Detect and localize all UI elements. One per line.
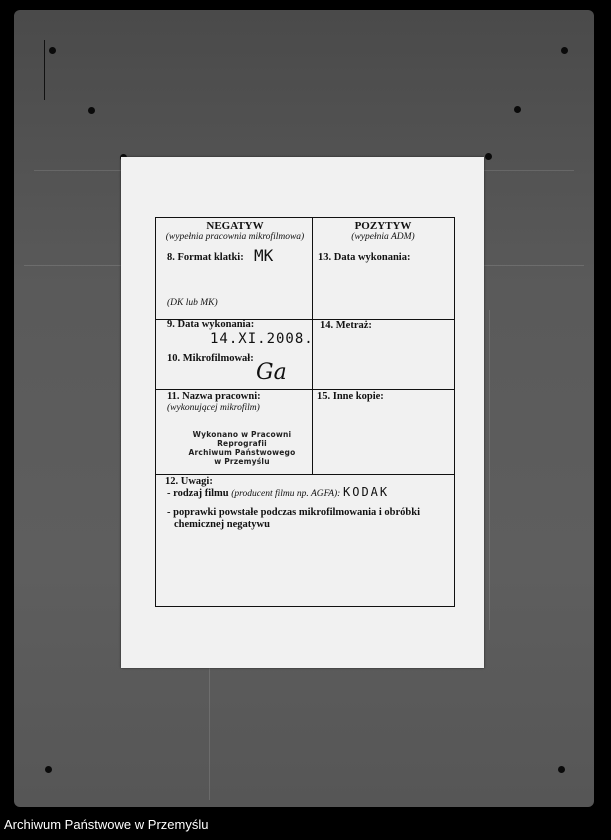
negatyw-subtitle: (wypełnia pracownia mikrofilmowa) [165,232,305,242]
stamp-line-1: Wykonano w Pracowni Reprografii [192,430,292,448]
pozytyw-title: POZYTYW [354,220,412,232]
field-12-label: 12. Uwagi: [165,476,213,487]
field-12-notes-line-2: chemicznej negatywu [174,519,270,530]
film-prefix: - rodzaj filmu [167,488,229,499]
scratch-line [209,660,210,800]
stamp-line-2: Archiwum Państwowego [188,448,296,457]
field-8-value: MK [254,246,274,265]
pin-hole [514,106,521,113]
pin-hole [45,766,52,773]
pin-hole [88,107,95,114]
pin-hole [49,47,56,54]
field-9-label: 9. Data wykonania: [167,319,255,330]
field-12-notes-line-1: - poprawki powstałe podczas mikrofilmowania i obróbki [167,507,420,518]
clip-mark [44,40,45,100]
film-hint: (producent filmu np. AGFA): [231,489,341,499]
row-divider [156,474,454,475]
field-13-label: 13. Data wykonania: [318,252,411,263]
field-11-hint: (wykonującej mikrofilm) [167,403,260,413]
negatyw-title: NEGATYW [206,220,264,232]
field-12-film-line [167,488,340,499]
pin-hole [485,153,492,160]
field-14-label: 14. Metraż: [320,320,372,331]
row-divider [156,389,454,390]
film-value: KODAK [343,485,390,499]
pozytyw-subtitle: (wypełnia ADM) [351,232,415,242]
field-11-label: 11. Nazwa pracowni: [167,391,261,402]
field-8-hint: (DK lub MK) [167,298,218,308]
pin-hole [561,47,568,54]
archive-credit: Archiwum Państwowe w Przemyślu [4,817,209,832]
scratch-line [489,310,490,630]
field-15-label: 15. Inne kopie: [317,391,384,402]
pin-hole [558,766,565,773]
field-9-value: 14.XI.2008. [210,331,314,347]
field-8-label: 8. Format klatki: [167,252,244,263]
stamp-line-3: w Przemyślu [214,457,270,466]
field-10-value: Ga [256,360,287,385]
institution-stamp [168,430,316,466]
field-10-label: 10. Mikrofilmował: [167,353,254,364]
